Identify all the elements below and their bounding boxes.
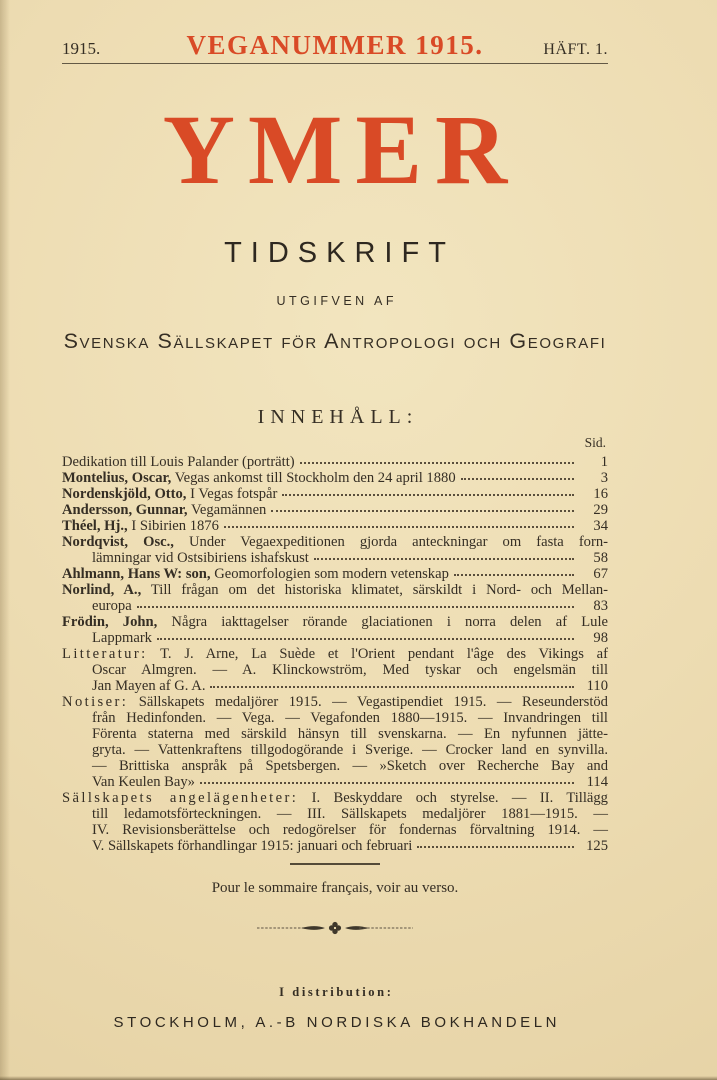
toc-entry-lead: Nordqvist, Osc., xyxy=(62,534,174,550)
toc-leader-dots xyxy=(200,782,574,784)
toc-line xyxy=(62,566,608,582)
toc-leader-dots xyxy=(282,494,574,496)
toc-line-text: Lappmark xyxy=(92,630,152,646)
toc-entry xyxy=(62,518,608,534)
toc-page-number: 83 xyxy=(593,598,608,614)
ornament-icon xyxy=(255,920,415,936)
toc-page-number: 110 xyxy=(586,678,608,694)
toc-entry-lead: Nordenskjöld, Otto, xyxy=(62,486,187,502)
toc-line-text: lämningar vid Ostsibiriens ishafskust xyxy=(92,550,309,566)
toc-line-text: V. Sällskapets förhandlingar 1915: januari och februari xyxy=(92,838,413,854)
toc-line xyxy=(62,470,608,486)
page-column-label: Sid. xyxy=(584,435,606,450)
toc-line: IV. Revisionsberättelse och redogörelser för fondernas förvaltning 1914. — xyxy=(92,822,608,838)
publisher-line: STOCKHOLM, A.-B NORDISKA BOKHANDELN xyxy=(113,1014,561,1031)
distribution-label: I distribution: xyxy=(279,985,394,999)
toc-entry-lead: Ahlmann, Hans W: son, xyxy=(62,566,211,582)
toc-line xyxy=(62,486,608,502)
toc-entry xyxy=(62,454,608,470)
toc-page-number: 16 xyxy=(593,486,608,502)
toc-line: till ledamotsförteckningen. — III. Sällskapets medaljörer 1881—1915. — xyxy=(92,806,608,822)
toc-line: Frödin, John, Några iakttagelser rörande glaciationen i norra delen af Lule xyxy=(62,614,608,630)
toc-page-number: 29 xyxy=(593,502,608,518)
toc-line xyxy=(62,518,608,534)
journal-subtitle: TIDSKRIFT xyxy=(224,237,455,269)
toc-page-number: 3 xyxy=(600,470,608,486)
toc-line xyxy=(62,550,608,566)
toc-entry xyxy=(62,582,608,614)
toc-line-text: Van Keulen Bay» xyxy=(92,774,195,790)
toc-line-text: Montelius, Oscar, Vegas ankomst till Stockholm den 24 april 1880 xyxy=(62,470,456,486)
toc-line xyxy=(62,774,608,790)
toc-page-number: 67 xyxy=(593,566,608,582)
society-name: Svenska Sällskapet för Antropologi och Geografi xyxy=(63,329,607,353)
toc-entry xyxy=(62,790,608,854)
toc-entry-lead: Litteratur: xyxy=(62,646,148,662)
toc-entry-lead: Frödin, John, xyxy=(62,614,158,630)
toc-line: — Brittiska anspråk på Spetsbergen. — »Sketch over Recherche Bay and xyxy=(92,758,608,774)
toc-line xyxy=(62,502,608,518)
toc-entry-lead: Sällskapets angelägenheter: xyxy=(62,790,299,806)
page-bottom-edge xyxy=(0,1076,717,1080)
toc-line: Sällskapets angelägenheter: I. Beskyddare och styrelse. — II. Tillägg xyxy=(62,790,608,806)
toc-leader-dots xyxy=(314,558,574,560)
toc-line-text: Andersson, Gunnar, Vegamännen xyxy=(62,502,267,518)
toc-page-number: 114 xyxy=(586,774,608,790)
toc-entry xyxy=(62,486,608,502)
toc-line xyxy=(62,678,608,694)
table-of-contents xyxy=(62,406,608,854)
toc-end-rule xyxy=(290,863,380,865)
header-rule xyxy=(62,63,608,64)
french-summary-note: Pour le sommaire français, voir au verso. xyxy=(211,880,459,896)
toc-line: gryta. — Vattenkraftens tillgodogörande i Sverige. — Crocker land en synvilla. xyxy=(92,742,608,758)
toc-entry xyxy=(62,646,608,694)
toc-line xyxy=(62,454,608,470)
toc-line xyxy=(62,838,608,854)
toc-leader-dots xyxy=(454,574,574,576)
toc-entries xyxy=(62,454,608,854)
toc-leader-dots xyxy=(157,638,574,640)
page-content xyxy=(62,0,608,1031)
published-by-label: UTGIFVEN AF xyxy=(276,294,397,308)
toc-leader-dots xyxy=(271,510,574,512)
toc-line: Litteratur: T. J. Arne, La Suède et l'Orient pendant l'âge des Vikings af xyxy=(62,646,608,662)
toc-leader-dots xyxy=(417,846,574,848)
toc-line: Förenta staterna med särskild hänsyn till svenskarna. — En nyfunnen jätte- xyxy=(92,726,608,742)
toc-entry xyxy=(62,502,608,518)
ornament-divider xyxy=(62,919,608,937)
toc-entry xyxy=(62,534,608,566)
toc-entry-lead: Notiser: xyxy=(62,694,129,710)
toc-entry-lead: Norlind, A., xyxy=(62,582,142,598)
header-row xyxy=(62,0,608,59)
toc-page-number: 1 xyxy=(600,454,608,470)
toc-line xyxy=(62,630,608,646)
toc-entry xyxy=(62,694,608,790)
issue-title: VEGANUMMER 1915. xyxy=(186,30,484,60)
toc-leader-dots xyxy=(300,462,574,464)
toc-line-text: Dedikation till Louis Palander (porträtt) xyxy=(62,454,295,470)
toc-line-text: europa xyxy=(92,598,132,614)
toc-entry-lead: Théel, Hj., xyxy=(62,518,128,534)
toc-page-number: 58 xyxy=(593,550,608,566)
issue-number-label: HÄFT. 1. xyxy=(543,41,608,58)
toc-line-text: Théel, Hj., I Sibirien 1876 xyxy=(62,518,219,534)
toc-entry-lead: Andersson, Gunnar, xyxy=(62,502,188,518)
toc-leader-dots xyxy=(224,526,574,528)
journal-title: YMER xyxy=(162,94,521,205)
toc-line: Nordqvist, Osc., Under Vegaexpeditionen gjorda anteckningar om fasta forn- xyxy=(62,534,608,550)
toc-line: Oscar Almgren. — A. Klinckowström, Med tyskar och engelsmän till xyxy=(92,662,608,678)
toc-line: från Hedinfonden. — Vega. — Vegafonden 1880—1915. — Invandringen till xyxy=(92,710,608,726)
toc-leader-dots xyxy=(137,606,574,608)
toc-line-text: Jan Mayen af G. A. xyxy=(92,678,206,694)
toc-page-number: 98 xyxy=(593,630,608,646)
toc-line xyxy=(62,598,608,614)
toc-line: Notiser: Sällskapets medaljörer 1915. — Vegastipendiet 1915. — Reseunderstöd xyxy=(62,694,608,710)
year-label: 1915. xyxy=(62,39,101,58)
toc-page-number: 125 xyxy=(586,838,608,854)
toc-page-number: 34 xyxy=(593,518,608,534)
toc-line-text: Nordenskjöld, Otto, I Vegas fotspår xyxy=(62,486,278,502)
toc-entry-lead: Montelius, Oscar, xyxy=(62,470,172,486)
toc-entry xyxy=(62,566,608,582)
toc-heading: INNEHÅLL: xyxy=(257,406,419,428)
toc-line-text: Ahlmann, Hans W: son, Geomorfologien som modern vetenskap xyxy=(62,566,449,582)
toc-leader-dots xyxy=(210,686,574,688)
toc-line: Norlind, A., Till frågan om det historiska klimatet, särskildt i Nord- och Mellan- xyxy=(62,582,608,598)
toc-entry xyxy=(62,470,608,486)
toc-entry xyxy=(62,614,608,646)
toc-leader-dots xyxy=(461,478,574,480)
